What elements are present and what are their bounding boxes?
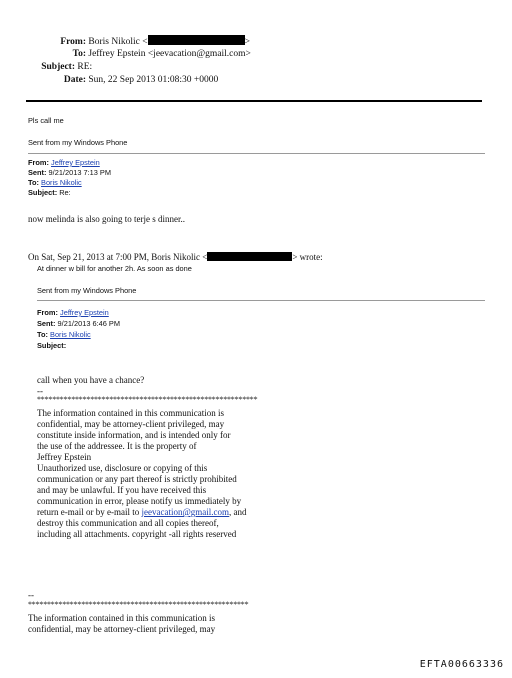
return-prefix: return e-mail or by e-mail to (37, 507, 142, 517)
quote2-subject-label: Subject: (37, 341, 67, 350)
disclaimer-stars: ********************************************************** (37, 395, 258, 404)
quote2-from-label: From: (37, 308, 58, 317)
disclaimer-line: constitute inside information, and is intended only for (37, 430, 231, 440)
trailer-line2: confidential, may be attorney-client privileged, may (28, 624, 216, 634)
header-divider (26, 100, 482, 102)
redaction-box (148, 35, 245, 45)
document-id: EFTA00663336 (419, 659, 504, 670)
quote1-subject-label: Subject: (28, 188, 58, 197)
quote2-from-row (37, 308, 109, 318)
quote-intro-prefix: On Sat, Sep 21, 2013 at 7:00 PM, Boris Nikolic < (28, 252, 208, 262)
disclaimer-line: Jeffrey Epstein (37, 452, 92, 462)
header-to-value: Jeffrey Epstein <jeevacation@gmail.com> (88, 49, 251, 59)
header-date-value: Sun, 22 Sep 2013 01:08:30 +0000 (88, 75, 219, 85)
quote1-subject-value: Re: (59, 188, 71, 197)
quote1-sent-value: 9/21/2013 7:13 PM (48, 168, 112, 177)
header-from-label: From: (60, 37, 86, 47)
quote1-to-link[interactable]: Boris Nikolic (41, 178, 82, 187)
quote1-body: now melinda is also going to terje s dinner.. (28, 214, 185, 224)
disclaimer-line: communication in error, please notify us immediately by (37, 496, 242, 506)
quote2-subject-row (37, 341, 66, 351)
disclaimer-line: destroy this communication and all copies thereof, (37, 518, 219, 528)
trailer-dashes: -- (28, 590, 34, 600)
signature-dashes: -- (37, 386, 43, 396)
quote-intro-line (28, 252, 323, 263)
header-subject-label: Subject: (41, 62, 75, 72)
reply2-line1: At dinner w bill for another 2h. As soon as done (37, 264, 192, 273)
disclaimer-line: the use of the addressee. It is the property of (37, 441, 197, 451)
quote1-sent-label: Sent: (28, 168, 47, 177)
disclaimer-line: Unauthorized use, disclosure or copying of this (37, 463, 208, 473)
quote2-from-link[interactable]: Jeffrey Epstein (60, 308, 109, 317)
redaction-box (207, 252, 292, 261)
quote1-from-row (28, 158, 100, 168)
header-to-row (30, 48, 251, 60)
quote1-divider (28, 153, 485, 154)
trailer-stars: ********************************************************** (28, 600, 249, 609)
quote1-sent-row (28, 168, 111, 178)
disclaimer-line: communication or any part thereof is strictly prohibited (37, 474, 237, 484)
quote2-divider (37, 300, 485, 301)
header-to-label: To: (72, 49, 86, 59)
quote1-to-row (28, 178, 82, 188)
reply1-line1: Pls call me (28, 116, 64, 125)
disclaimer-return-line (37, 507, 246, 518)
reply1-signature: Sent from my Windows Phone (28, 138, 128, 147)
quote2-to-link[interactable]: Boris Nikolic (50, 330, 91, 339)
header-subject-value: RE: (77, 62, 93, 72)
quote2-sent-label: Sent: (37, 319, 56, 328)
trailer-line1: The information contained in this communication is (28, 613, 215, 623)
disclaimer-line: confidential, may be attorney-client privileged, may (37, 419, 225, 429)
return-suffix: , and (228, 507, 247, 517)
quote2-to-label: To: (37, 330, 48, 339)
quote2-sent-row (37, 319, 120, 329)
quote2-to-row (37, 330, 91, 340)
quote1-to-label: To: (28, 178, 39, 187)
email-link[interactable]: jeevacation@gmail.com (141, 507, 229, 517)
header-date-label: Date: (63, 75, 86, 85)
quote2-sent-value: 9/21/2013 6:46 PM (57, 319, 121, 328)
disclaimer-text (37, 408, 246, 540)
disclaimer-line: and may be unlawful. If you have received this (37, 485, 207, 495)
reply2-signature: Sent from my Windows Phone (37, 286, 137, 295)
quote2-body: call when you have a chance? (37, 375, 145, 385)
quote-intro-suffix: > wrote: (292, 252, 323, 262)
header-from-value: Boris Nikolic < (88, 37, 148, 47)
quote1-from-label: From: (28, 158, 49, 167)
quote1-from-link[interactable]: Jeffrey Epstein (51, 158, 100, 167)
header-from-close: > (244, 37, 250, 47)
disclaimer-line: The information contained in this communication is (37, 408, 224, 418)
quote1-subject-row (28, 188, 71, 198)
disclaimer-line: including all attachments. copyright -all rights reserved (37, 529, 237, 539)
header-from-row (30, 35, 250, 48)
header-date-row (30, 74, 218, 86)
header-subject-row (30, 61, 92, 73)
